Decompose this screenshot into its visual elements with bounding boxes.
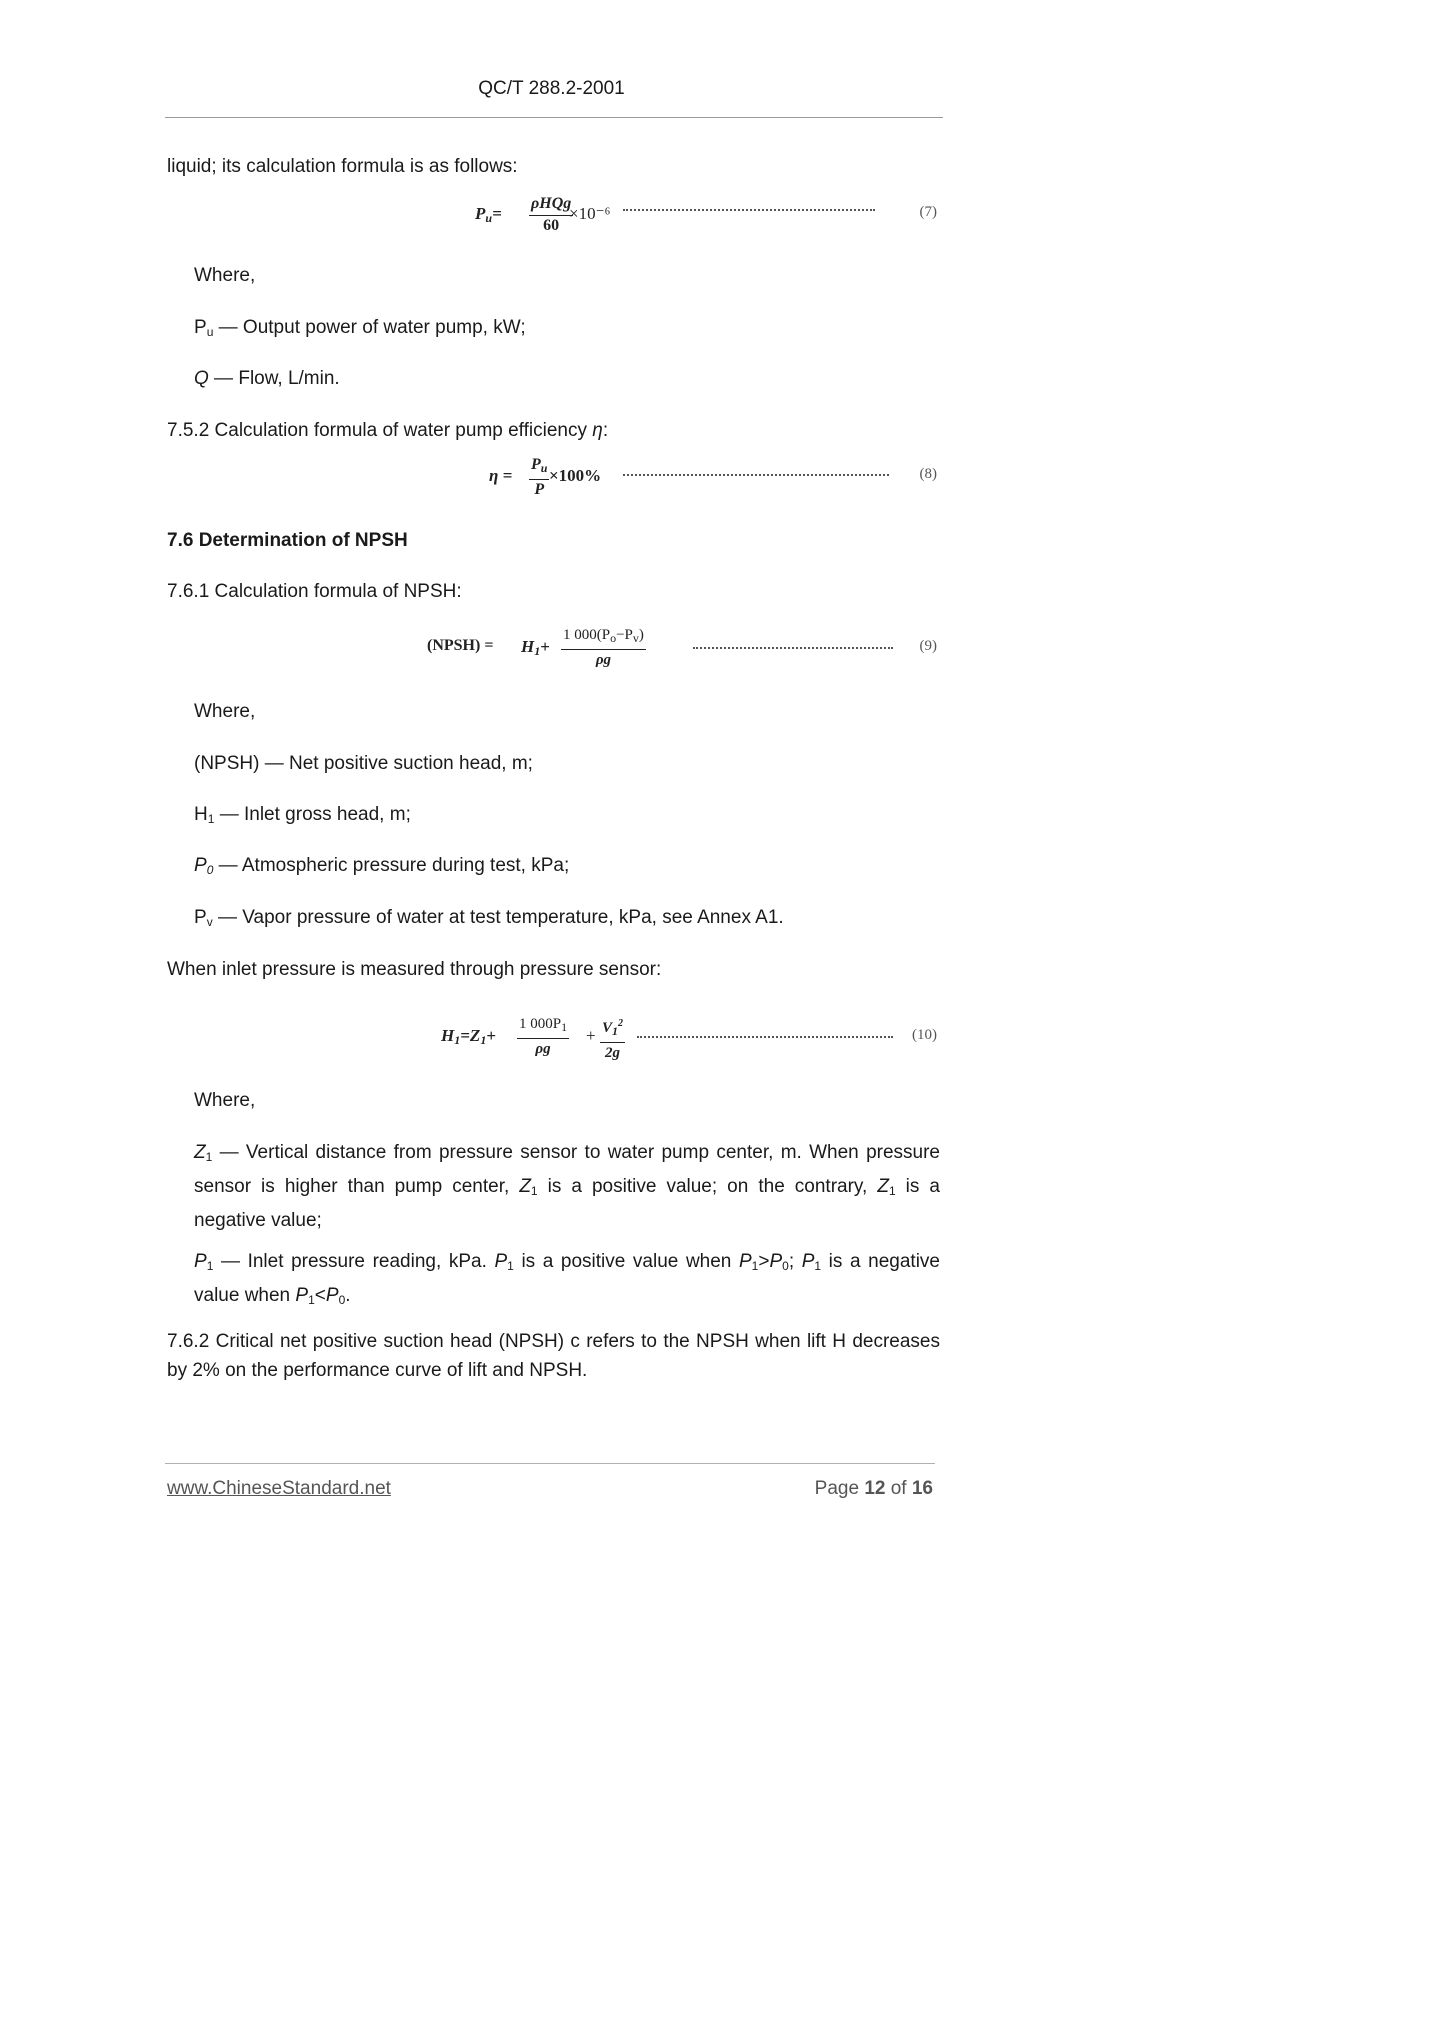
def-p1-symbol-4: P [769, 1251, 783, 1272]
intro-text: liquid; its calculation formula is as follows: [167, 156, 518, 177]
def-z1-symbol-3: Z [877, 1176, 889, 1197]
def-pv-subscript: v [206, 915, 213, 929]
formula-10-eq: =Z [460, 1026, 481, 1045]
formula-10-num1: 1 000P [519, 1016, 562, 1032]
def-p1-text-2: is a positive value when [513, 1251, 739, 1272]
def-p1-subscript-2: 1 [507, 1259, 514, 1273]
where-label-1: Where, [194, 265, 256, 286]
footer-page-label: Page [814, 1478, 865, 1499]
page-header-title: QC/T 288.2-2001 [478, 78, 625, 99]
section-7-6-2: 7.6.2 Critical net positive suction head (NPSH) c refers to the NPSH when lift H decreases by 2% on the performance curve of lift and NPSH. [167, 1331, 940, 1381]
def-p1-text-4: is a negative value when [194, 1251, 940, 1306]
def-p1-text-3: ; [788, 1251, 802, 1272]
footer-page-total: 16 [911, 1478, 933, 1499]
def-p0-text: — Atmospheric pressure during test, kPa; [213, 855, 570, 876]
formula-7-leader-dots [623, 194, 875, 211]
def-p1 [194, 1247, 940, 1315]
formula-9-num-mid: −P [616, 627, 633, 643]
formula-9-h: H [521, 637, 535, 656]
formula-8-tail: ×100% [549, 466, 602, 485]
def-pv-symbol: P [194, 907, 207, 928]
section-7-5-2 [167, 416, 608, 445]
where-label-2: Where, [194, 701, 256, 722]
formula-8 [489, 455, 937, 501]
formula-10-num1-sub: 1 [561, 1020, 568, 1034]
where-label-3: Where, [194, 1090, 256, 1111]
formula-9-leader-dots [693, 632, 893, 649]
def-q-symbol: Q [194, 368, 209, 389]
section-7-5-2-colon: : [602, 420, 609, 441]
def-h1-subscript: 1 [207, 812, 215, 826]
formula-7-lhs-sub: u [485, 211, 493, 225]
formula-10-leader-dots [637, 1021, 893, 1038]
def-z1-text-3: is a negative value; [194, 1176, 940, 1231]
formula-10-number: (10) [912, 1027, 937, 1043]
def-z1 [194, 1138, 940, 1235]
formula-7-lhs: P [475, 204, 486, 223]
footer-page-indicator [815, 1478, 933, 1500]
def-pv-text: — Vapor pressure of water at test temperature, kPa, see Annex A1. [212, 907, 784, 928]
footer-page-number: 12 [864, 1478, 886, 1499]
def-p1-text-5: . [345, 1285, 351, 1306]
formula-10-den1: ρg [535, 1041, 551, 1057]
section-7-6-1: 7.6.1 Calculation formula of NPSH: [167, 581, 462, 602]
def-npsh: (NPSH) — Net positive suction head, m; [194, 753, 533, 774]
formula-10-h-sub: 1 [454, 1033, 461, 1047]
def-p1-subscript-6: 1 [308, 1293, 315, 1307]
def-p1-text-1: — Inlet pressure reading, kPa. [213, 1251, 495, 1272]
def-p1-subscript-4: 0 [782, 1259, 789, 1273]
footer-website-link[interactable]: www.ChineseStandard.net [167, 1478, 391, 1499]
formula-9-lhs: (NPSH) = [427, 637, 494, 654]
def-z1-subscript-2: 1 [530, 1184, 538, 1198]
def-p1-lt: < [314, 1285, 326, 1306]
formula-7-numerator: ρHQg [529, 194, 573, 216]
formula-9-num-sub2: v [632, 631, 639, 645]
def-h1-symbol: H [194, 804, 208, 825]
formula-7-denominator: 60 [543, 217, 560, 234]
section-7-5-2-eta: η [592, 420, 603, 441]
def-pv [194, 903, 784, 937]
def-p1-subscript: 1 [206, 1259, 214, 1273]
formula-10-num2-sup: 2 [618, 1018, 624, 1029]
formula-8-numerator-sub: u [540, 461, 548, 475]
formula-10-den2: 2g [605, 1045, 620, 1061]
formula-9 [427, 624, 937, 672]
formula-10-num2: V [602, 1020, 613, 1036]
def-p1-symbol-3: P [738, 1251, 752, 1272]
formula-9-num-a: 1 000(P [563, 627, 611, 643]
def-pu-subscript: u [206, 325, 214, 339]
section-7-5-2-text: 7.5.2 Calculation formula of water pump efficiency [167, 420, 593, 441]
def-p1-symbol-6: P [295, 1285, 309, 1306]
section-7-6-heading: 7.6 Determination of NPSH [167, 530, 408, 551]
formula-10-h: H [441, 1026, 455, 1045]
def-p1-subscript-5: 1 [814, 1259, 822, 1273]
formula-10-plus1: + [486, 1026, 496, 1045]
formula-8-leader-dots [623, 459, 889, 476]
formula-10-z-sub: 1 [480, 1033, 487, 1047]
formula-10 [441, 1012, 937, 1062]
inlet-pressure-text: When inlet pressure is measured through pressure sensor: [167, 959, 662, 980]
formula-10-plus2: + [586, 1026, 596, 1045]
def-p1-subscript-3: 1 [751, 1259, 759, 1273]
def-z1-subscript: 1 [205, 1150, 213, 1164]
formula-8-number: (8) [919, 466, 937, 482]
def-p1-subscript-7: 0 [338, 1293, 346, 1307]
def-p0 [194, 851, 569, 885]
def-pu-text: — Output power of water pump, kW; [213, 317, 526, 338]
def-p1-symbol-7: P [325, 1285, 339, 1306]
formula-7 [475, 194, 937, 240]
def-p0-symbol: P [194, 855, 207, 876]
formula-8-lhs: η = [489, 466, 513, 485]
footer-page-of: of [885, 1478, 912, 1499]
formula-7-number: (7) [919, 204, 937, 220]
def-p1-symbol-2: P [494, 1251, 508, 1272]
formula-7-eq: = [492, 204, 502, 223]
def-q [194, 364, 340, 393]
def-p1-symbol-5: P [801, 1251, 815, 1272]
def-z1-symbol-2: Z [519, 1176, 531, 1197]
def-z1-symbol: Z [194, 1142, 206, 1163]
def-p0-subscript: 0 [206, 863, 214, 877]
formula-7-tail: ×10⁻⁶ [569, 204, 611, 223]
def-pu [194, 313, 526, 347]
def-h1 [194, 800, 411, 834]
def-p1-gt: > [758, 1251, 770, 1272]
def-z1-text-1: — Vertical distance from pressure sensor to water pump center, m. When pressure sensor is higher than pump center, [194, 1142, 940, 1197]
formula-9-number: (9) [919, 638, 937, 654]
header-rule [165, 117, 943, 118]
def-z1-text-2: is a positive value; on the contrary, [537, 1176, 878, 1197]
formula-9-num-end: ) [638, 627, 644, 643]
formula-9-h-sub: 1 [534, 644, 541, 658]
def-h1-text: — Inlet gross head, m; [214, 804, 411, 825]
formula-8-numerator: P [531, 456, 541, 473]
footer-rule [165, 1463, 935, 1464]
formula-9-num-sub1: o [610, 631, 617, 645]
def-q-text: — Flow, L/min. [208, 368, 340, 389]
formula-8-denominator: P [534, 481, 545, 498]
formula-9-denominator: ρg [595, 652, 612, 668]
def-pu-symbol: P [194, 317, 207, 338]
formula-10-num2-sub: 1 [612, 1024, 619, 1038]
def-z1-subscript-3: 1 [888, 1184, 896, 1198]
def-p1-symbol: P [194, 1251, 207, 1272]
formula-9-plus: + [540, 637, 550, 656]
